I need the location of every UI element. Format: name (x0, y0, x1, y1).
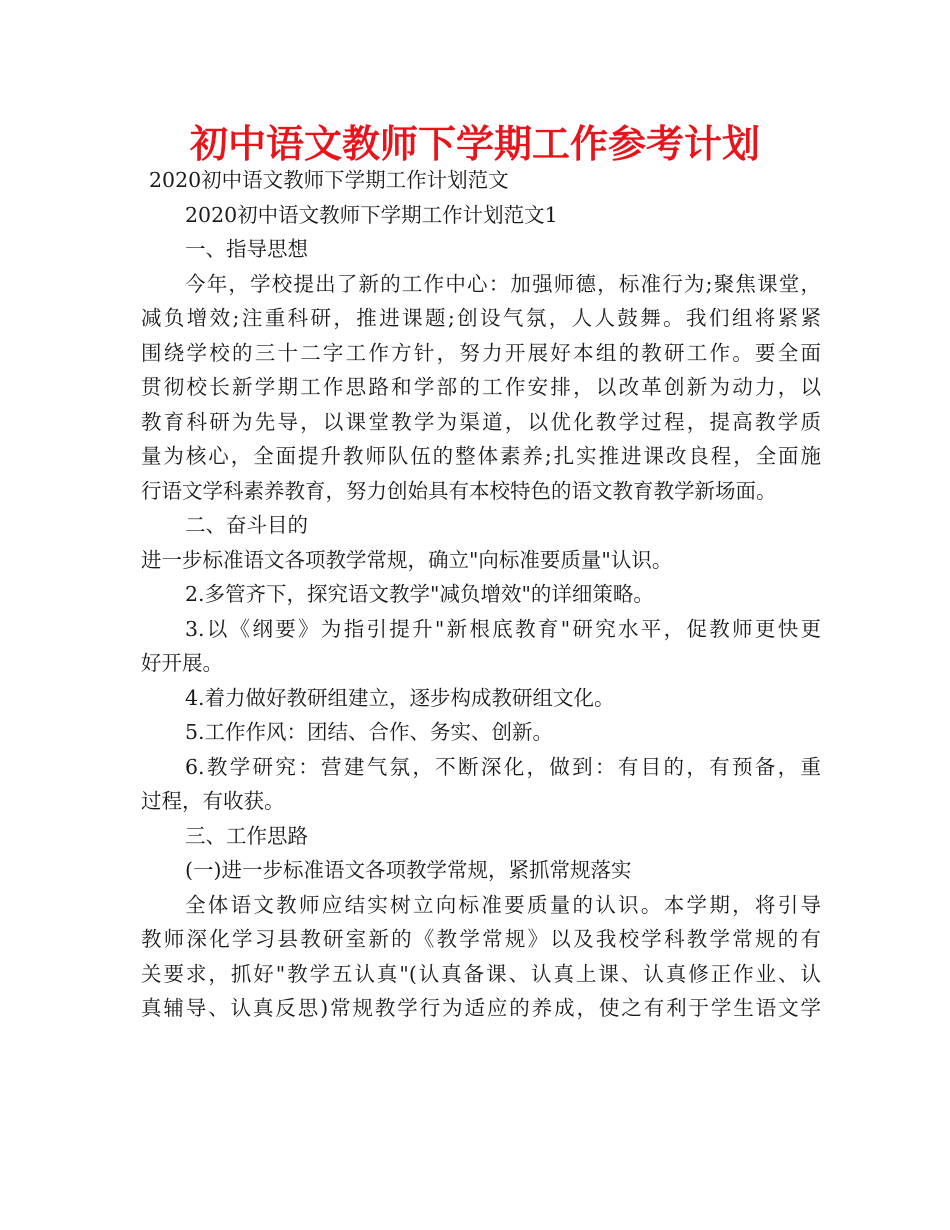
text-line: 全体语文教师应结实树立向标准要质量的认识。本学期，将引导 (185, 892, 821, 917)
document-title: 初中语文教师下学期工作参考计划 (189, 122, 760, 166)
text-line: 3.以《纲要》为指引提升"新根底教育"研究水平，促教师更快更 (185, 616, 821, 641)
text-line: 过程，有收获。 (141, 789, 285, 813)
text-line: 贯彻校长新学期工作思路和学部的工作安排，以改革创新为动力，以 (141, 375, 821, 399)
text-line: 好开展。 (141, 651, 223, 675)
text-line: 一、指导思想 (185, 237, 308, 261)
text-line: 2020初中语文教师下学期工作计划范文 (149, 168, 509, 192)
text-line: 6.教学研究：营建气氛，不断深化，做到：有目的，有预备，重 (185, 754, 821, 779)
text-line: 减负增效;注重科研，推进课题;创设气氛，人人鼓舞。我们组将紧紧 (141, 306, 821, 330)
text-line: 进一步标准语文各项教学常规，确立"向标准要质量"认识。 (141, 547, 673, 572)
text-line: (一)进一步标准语文各项教学常规，紧抓常规落实 (185, 858, 632, 882)
text-line: 5.工作作风：团结、合作、务实、创新。 (185, 720, 554, 744)
text-line: 2.多管齐下，探究语文教学"减负增效"的详细策略。 (185, 582, 654, 606)
document-body (141, 163, 821, 1026)
text-line: 关要求，抓好"教学五认真"(认真备课、认真上课、认真修正作业、认 (141, 961, 821, 986)
text-line: 真辅导、认真反思)常规教学行为适应的养成，使之有利于学生语文学 (141, 996, 821, 1020)
text-line: 2020初中语文教师下学期工作计划范文1 (185, 202, 558, 227)
text-line: 围绕学校的三十二字工作方针，努力开展好本组的教研工作。要全面 (141, 340, 821, 365)
text-line: 4.着力做好教研组建立，逐步构成教研组文化。 (185, 685, 615, 710)
text-line: 今年，学校提出了新的工作中心：加强师德，标准行为;聚焦课堂， (185, 271, 821, 296)
text-line: 二、奋斗目的 (185, 513, 308, 537)
text-line: 行语文学科素养教育，努力创始具有本校特色的语文教育教学新场面。 (141, 478, 777, 503)
text-line: 教育科研为先导，以课堂教学为渠道，以优化教学过程，提高教学质 (141, 409, 821, 434)
text-line: 三、工作思路 (185, 823, 308, 848)
text-line: 量为核心，全面提升教师队伍的整体素养;扎实推进课改良程，全面施 (141, 444, 821, 468)
text-line: 教师深化学习县教研室新的《教学常规》以及我校学科教学常规的有 (141, 927, 821, 951)
